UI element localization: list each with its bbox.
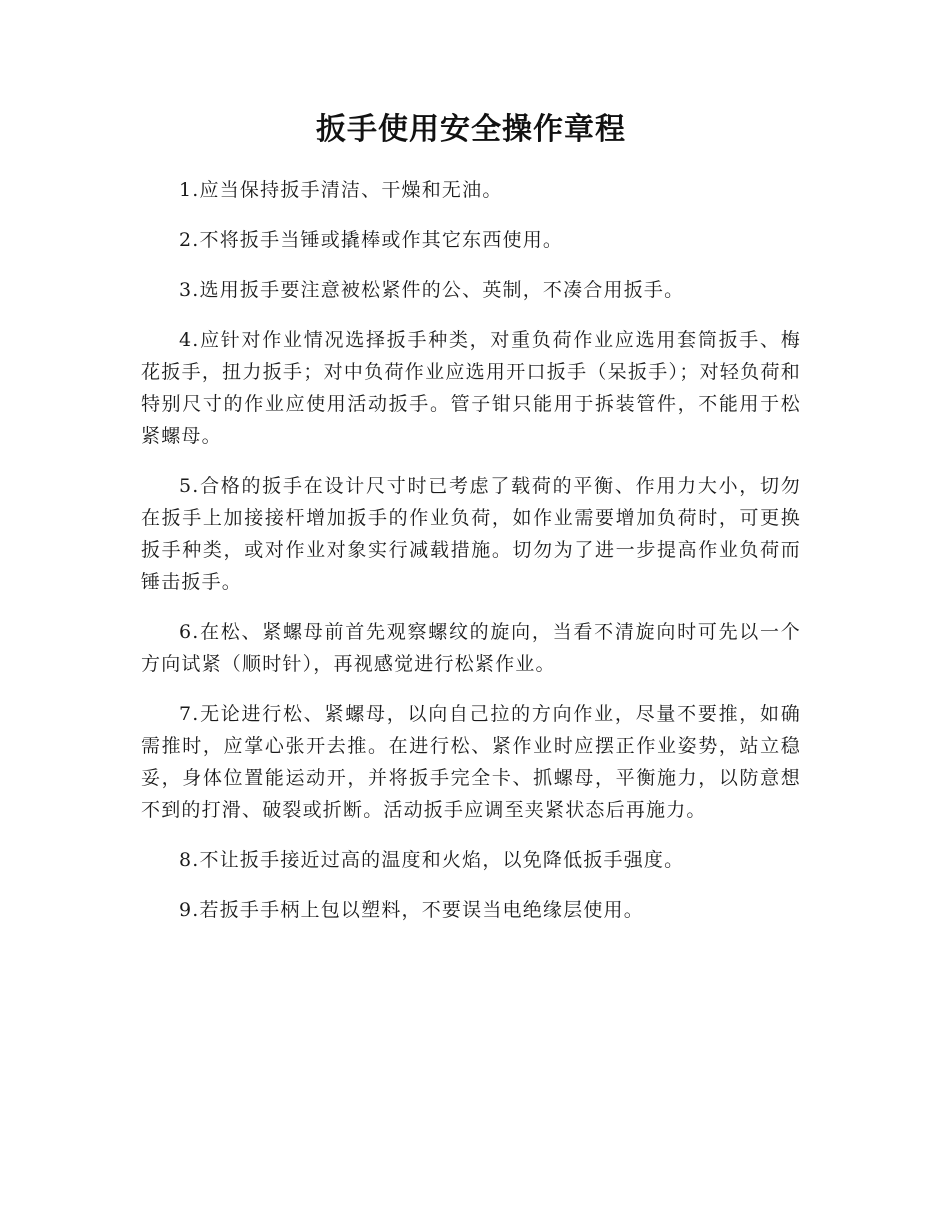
rule-item-9: 9.若扳手手柄上包以塑料，不要误当电绝缘层使用。	[179, 899, 644, 921]
rule-item-4: 4.应针对作业情况选择扳手种类，对重负荷作业应选用套筒扳手、梅花扳手，扭力扳手；对中负荷作业应选用开口扳手（呆扳手）；对轻负荷和特别尺寸的作业应使用活动扳手。管子钳只能用于拆装管件，不能用于松紧螺母。	[141, 329, 801, 447]
rule-item-3: 3.选用扳手要注意被松紧件的公、英制，不凑合用扳手。	[179, 279, 685, 301]
rule-item-8: 8.不让扳手接近过高的温度和火焰，以免降低扳手强度。	[179, 849, 685, 871]
rule-item-1: 1.应当保持扳手清洁、干燥和无油。	[179, 179, 503, 201]
rule-item-6: 6.在松、紧螺母前首先观察螺纹的旋向，当看不清旋向时可先以一个方向试紧（顺时针），再视感觉进行松紧作业。	[141, 621, 801, 675]
document-page	[141, 108, 801, 944]
rule-item-7: 7.无论进行松、紧螺母，以向自己拉的方向作业，尽量不要推，如确需推时，应掌心张开去推。在进行松、紧作业时应摆正作业姿势，站立稳妥，身体位置能运动开，并将扳手完全卡、抓螺母，平衡施力，以防意想不到的打滑、破裂或折断。活动扳手应调至夹紧状态后再施力。	[141, 703, 801, 821]
rule-item-2: 2.不将扳手当锤或撬棒或作其它东西使用。	[179, 229, 564, 251]
rule-item-5: 5.合格的扳手在设计尺寸时已考虑了载荷的平衡、作用力大小，切勿在扳手上加接接杆增加扳手的作业负荷，如作业需要增加负荷时，可更换扳手种类，或对作业对象实行减载措施。切勿为了进一步提高作业负荷而锤击扳手。	[141, 475, 801, 593]
document-title: 扳手使用安全操作章程	[316, 112, 626, 147]
